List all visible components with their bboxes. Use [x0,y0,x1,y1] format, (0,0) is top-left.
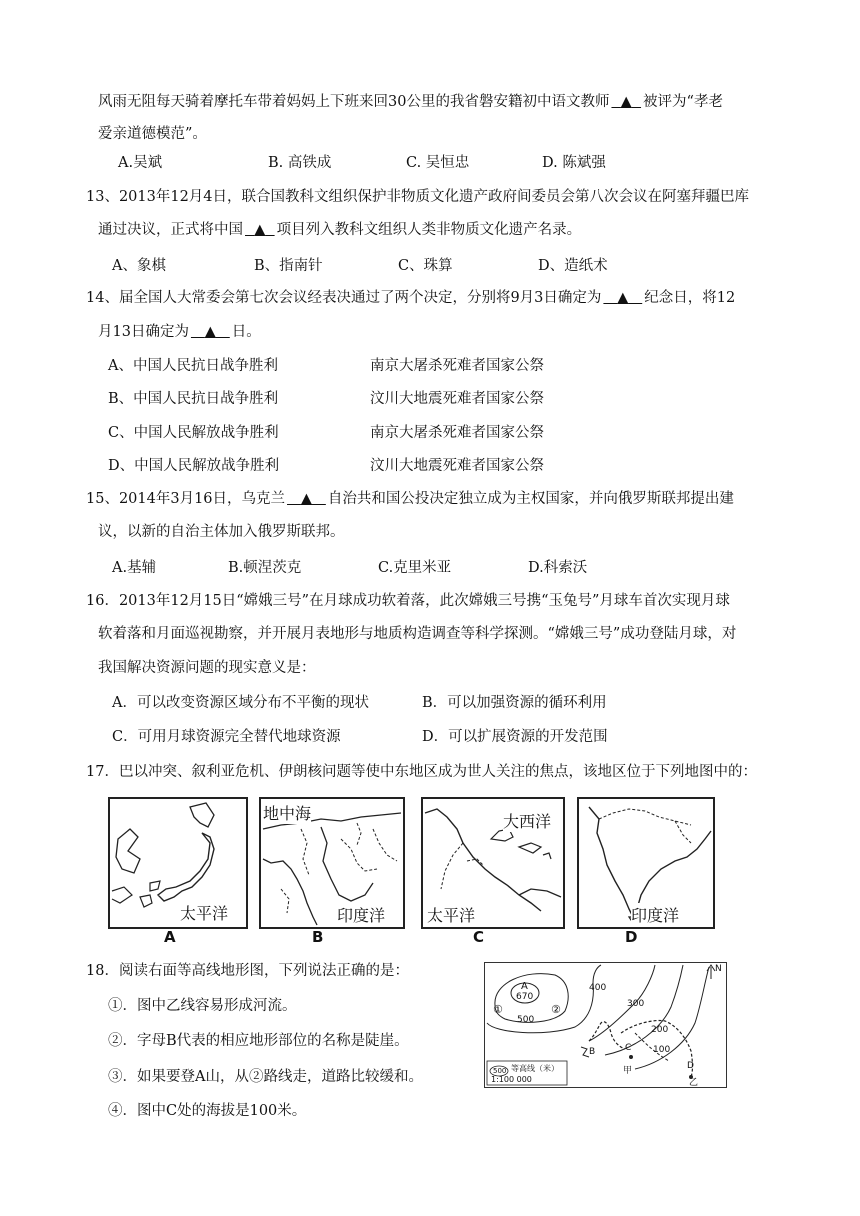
q15-line1: 15、2014年3月16日，乌克兰 ▲ 自治共和国公投决定独立成为主权国家，并向俄罗斯联邦提出建 [86,491,734,507]
q18-statement-3[interactable]: ③．如果要登A山，从②路线走，道路比较缓和。 [108,1069,423,1085]
map-b-middle-east[interactable] [259,797,405,929]
map-scale: 1:100 000 [491,1075,532,1084]
q18-statement-4[interactable]: ④．图中C处的海拔是100米。 [108,1103,307,1119]
q18-statement-1[interactable]: ①．图中乙线容易形成河流。 [108,998,297,1014]
q12-line2: 爱亲道德模范”。 [98,126,207,142]
q12-option-c[interactable]: C. 吴恒忠 [406,155,470,171]
route-2-marker: ② [551,1003,561,1016]
answer-blank[interactable]: ▲ [300,491,313,507]
q15-option-a[interactable]: A.基辅 [112,560,157,576]
peak-elevation: 670 [516,992,534,1002]
point-yi: 乙 [689,1078,699,1088]
contour-map[interactable] [484,962,727,1088]
q16-option-a[interactable]: A．可以改变资源区域分布不平衡的现状 [112,695,369,711]
q16-option-d[interactable]: D．可以扩展资源的开发范围 [422,729,608,745]
q13-line1: 13、2013年12月4日，联合国教科文组织保护非物质文化遗产政府间委员会第八次会议在阿塞拜疆巴库 [86,189,750,205]
q15-option-d[interactable]: D.科索沃 [528,560,588,576]
answer-blank[interactable]: ▲ [620,94,632,110]
point-b: B [589,1047,596,1057]
q14-option-b-right: 汶川大地震死难者国家公祭 [370,391,544,407]
contour-label-400: 400 [589,983,607,993]
north-arrow-label: N [715,964,722,974]
point-jia: 甲 [623,1066,633,1076]
contour-label-200: 200 [651,1025,669,1035]
q14-option-c[interactable]: C、中国人民解放战争胜利 [108,425,279,441]
map-c-label-atlantic: 大西洋 [503,809,551,832]
q14-option-a[interactable]: A、中国人民抗日战争胜利 [108,358,278,374]
q12-option-b[interactable]: B. 高铁成 [268,155,332,171]
map-c-letter: C [473,928,485,946]
map-a-label-ocean: 太平洋 [180,901,228,924]
q14-option-d[interactable]: D、中国人民解放战争胜利 [108,458,280,474]
answer-blank[interactable]: ▲ [254,222,266,238]
q16-option-c[interactable]: C．可用月球资源完全替代地球资源 [112,729,341,745]
q14-option-c-right: 南京大屠杀死难者国家公祭 [370,425,544,441]
map-a-japan[interactable] [108,797,248,929]
q17-line1: 17．巴以冲突、叙利亚危机、伊朗核问题等使中东地区成为世人关注的焦点，该地区位于下列地图中的： [86,764,757,780]
map-a-letter: A [164,928,176,946]
q14-option-a-right: 南京大屠杀死难者国家公祭 [370,358,544,374]
q13-line2: 通过决议，正式将中国 ▲ 项目列入教科文组织人类非物质文化遗产名录。 [98,222,582,238]
contour-label-300: 300 [627,999,645,1009]
q15-line2: 议，以新的自治主体加入俄罗斯联邦。 [98,524,345,540]
route-1-marker: ① [493,1003,503,1016]
contour-label-500: 500 [517,1015,535,1025]
q18-statement-2[interactable]: ②．字母B代表的相应地形部位的名称是陡崖。 [108,1033,409,1049]
q13-option-b[interactable]: B、指南针 [254,258,323,274]
q12-option-a[interactable]: A.吴斌 [118,155,163,171]
map-c-caribbean[interactable] [421,797,565,929]
q13-option-d[interactable]: D、造纸术 [538,258,608,274]
map-c-label-pacific: 太平洋 [427,903,475,926]
answer-blank[interactable]: ▲ [617,290,629,306]
map-d-letter: D [625,928,638,946]
legend-value: 500 [493,1067,507,1075]
q14-option-b[interactable]: B、中国人民抗日战争胜利 [108,391,279,407]
q12-line1: 风雨无阻每天骑着摩托车带着妈妈上下班来回30公里的我省磐安籍初中语文教师 ▲ 被评为“孝老 [98,94,723,110]
point-c: C [625,1043,632,1053]
point-d: D [687,1061,694,1071]
q13-option-a[interactable]: A、象棋 [112,258,166,274]
contour-label-100: 100 [653,1045,671,1055]
map-b-label-ocean: 印度洋 [337,903,385,926]
map-d-india[interactable] [577,797,715,929]
map-b-letter: B [312,928,324,946]
q16-option-b[interactable]: B．可以加强资源的循环利用 [422,695,607,711]
q16-line1: 16．2013年12月15日“嫦娥三号”在月球成功软着落，此次嫦娥三号携“玉兔号”月球车首次实现月球 [86,593,730,609]
q14-line2: 月13日确定为 ▲ 日。 [98,324,261,340]
q18-line1: 18．阅读右面等高线地形图，下列说法正确的是： [86,963,409,979]
q16-line2: 软着落和月面巡视勘察，并开展月表地形与地质构造调查等科学探测。“嫦娥三号”成功登陆月球，对 [98,626,737,642]
q13-option-c[interactable]: C、珠算 [398,258,453,274]
map-d-label-ocean: 印度洋 [631,903,679,926]
q14-option-d-right: 汶川大地震死难者国家公祭 [370,458,544,474]
q16-line3: 我国解决资源问题的现实意义是： [98,660,316,676]
map-b-label-sea: 地中海 [263,801,311,824]
legend-label: 等高线（米） [511,1064,559,1073]
q14-line1: 14、届全国人大常委会第七次会议经表决通过了两个决定，分别将9月3日确定为 ▲ 纪念日，将12 [86,290,736,306]
peak-letter: A [521,981,528,992]
answer-blank[interactable]: ▲ [204,324,216,340]
q15-option-b[interactable]: B.顿涅茨克 [228,560,302,576]
q15-option-c[interactable]: C.克里米亚 [378,560,452,576]
q12-option-d[interactable]: D. 陈斌强 [542,155,606,171]
